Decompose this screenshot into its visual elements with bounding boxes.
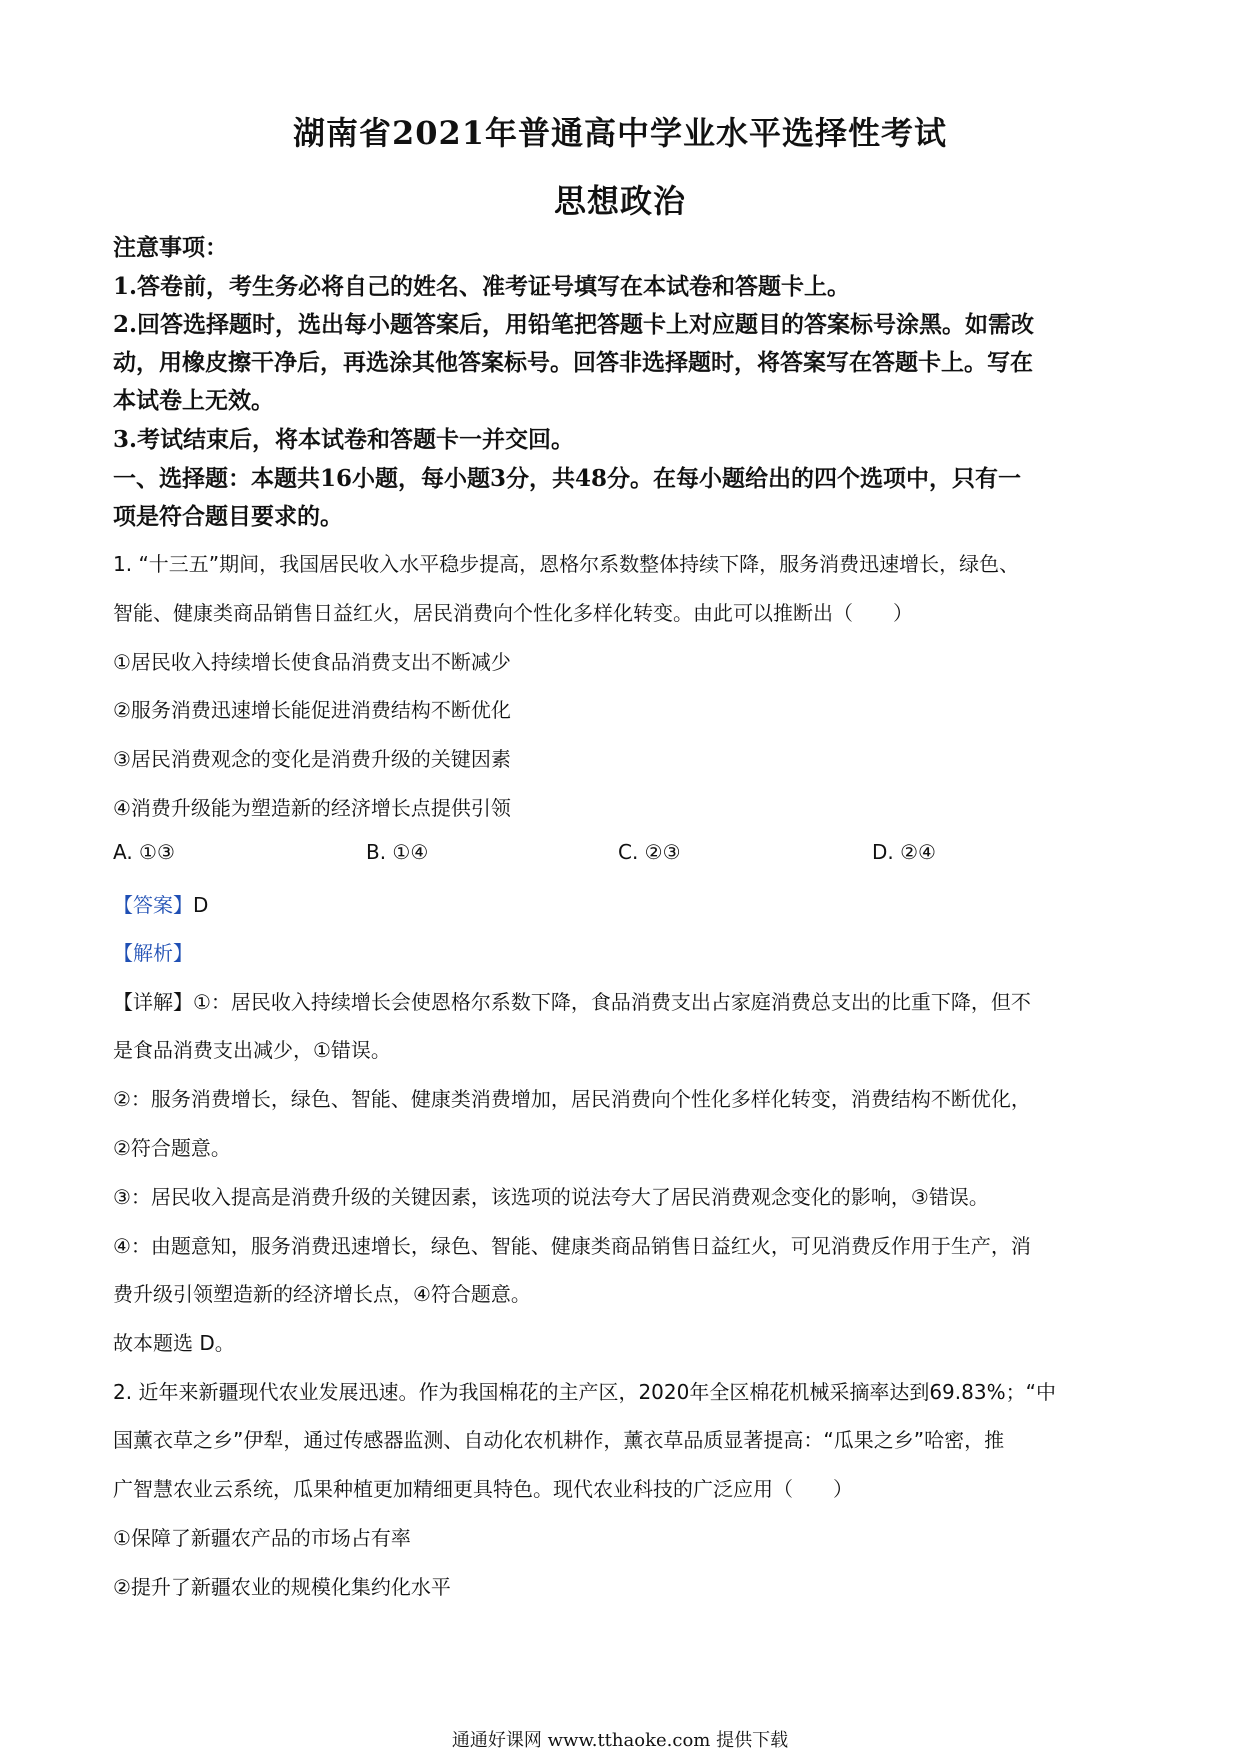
q1-stem-line-1: 1. “十三五”期间，我国居民收入水平稳步提高，恩格尔系数整体持续下降，服务消费迅速增长，绿色、 — [113, 552, 1020, 576]
q1-statement-1: ①居民收入持续增长使食品消费支出不断减少 — [113, 650, 511, 674]
notice-heading: 注意事项： — [113, 234, 228, 261]
q1-stem-line-2: 智能、健康类商品销售日益红火，居民消费向个性化多样化转变。由此可以推断出（ ） — [113, 601, 913, 625]
q2-stem-line-1: 2. 近年来新疆现代农业发展迅速。作为我国棉花的主产区，2020年全区棉花机械采摘率达到69.83%；“中 — [113, 1380, 1056, 1404]
q1-statement-2: ②服务消费迅速增长能促进消费结构不断优化 — [113, 698, 511, 722]
q1-detail-2-line-1: ②：服务消费增长，绿色、智能、健康类消费增加，居民消费向个性化多样化转变，消费结构不断优化， — [113, 1087, 1031, 1111]
q1-conclusion: 故本题选 D。 — [113, 1331, 235, 1355]
q1-detail-3: ③：居民收入提高是消费升级的关键因素，该选项的说法夸大了居民消费观念变化的影响，③错误。 — [113, 1185, 989, 1209]
answer-value: D — [193, 893, 209, 917]
q1-detail-4-line-1: ④：由题意知，服务消费迅速增长，绿色、智能、健康类商品销售日益红火，可见消费反作用于生产，消 — [113, 1234, 1031, 1258]
q1-detail-2-line-2: ②符合题意。 — [113, 1136, 231, 1160]
exam-title: 湖南省2021年普通高中学业水平选择性考试 — [292, 114, 948, 152]
q1-option-d: D. ②④ — [872, 840, 936, 864]
q1-detail-4-line-2: 费升级引领塑造新的经济增长点，④符合题意。 — [113, 1282, 531, 1306]
q2-statement-1: ①保障了新疆农产品的市场占有率 — [113, 1526, 411, 1550]
q1-option-b: B. ①④ — [366, 840, 429, 864]
q1-option-a: A. ①③ — [113, 840, 175, 864]
notice-item-1: 1.答卷前，考生务必将自己的姓名、准考证号填写在本试卷和答题卡上。 — [113, 273, 851, 300]
q2-stem-line-2: 国薰衣草之乡”伊犁，通过传感器监测、自动化农机耕作，薰衣草品质显著提高：“瓜果之乡”哈密，推 — [113, 1428, 1005, 1452]
notice-item-2-line-3: 本试卷上无效。 — [113, 387, 274, 414]
section-heading-line-1: 一、选择题：本题共16小题，每小题3分，共48分。在每小题给出的四个选项中，只有一 — [113, 465, 1022, 492]
section-heading-line-2: 项是符合题目要求的。 — [113, 503, 343, 530]
q1-option-c: C. ②③ — [618, 840, 681, 864]
q1-detail-1-line-1: 【详解】①：居民收入持续增长会使恩格尔系数下降，食品消费支出占家庭消费总支出的比重下降，但不 — [113, 990, 1031, 1014]
notice-item-2-line-2: 动，用橡皮擦干净后，再选涂其他答案标号。回答非选择题时，将答案写在答题卡上。写在 — [113, 349, 1033, 376]
q1-detail-1-line-2: 是食品消费支出减少，①错误。 — [113, 1038, 391, 1062]
q1-answer-line — [113, 889, 1133, 918]
subject-title: 思想政治 — [553, 182, 686, 220]
q2-stem-line-3: 广智慧农业云系统，瓜果种植更加精细更具特色。现代农业科技的广泛应用（ ） — [113, 1477, 853, 1501]
q1-statement-3: ③居民消费观念的变化是消费升级的关键因素 — [113, 747, 511, 771]
footer-source: 通通好课网 www.tthaoke.com 提供下载 — [451, 1730, 789, 1751]
answer-tag: 【答案】 — [113, 893, 193, 917]
q1-statement-4: ④消费升级能为塑造新的经济增长点提供引领 — [113, 796, 511, 820]
notice-item-3: 3.考试结束后，将本试卷和答题卡一并交回。 — [113, 426, 575, 453]
notice-item-2-line-1: 2.回答选择题时，选出每小题答案后，用铅笔把答题卡上对应题目的答案标号涂黑。如需改 — [113, 311, 1035, 338]
analysis-tag: 【解析】 — [113, 941, 193, 965]
q2-statement-2: ②提升了新疆农业的规模化集约化水平 — [113, 1575, 451, 1599]
